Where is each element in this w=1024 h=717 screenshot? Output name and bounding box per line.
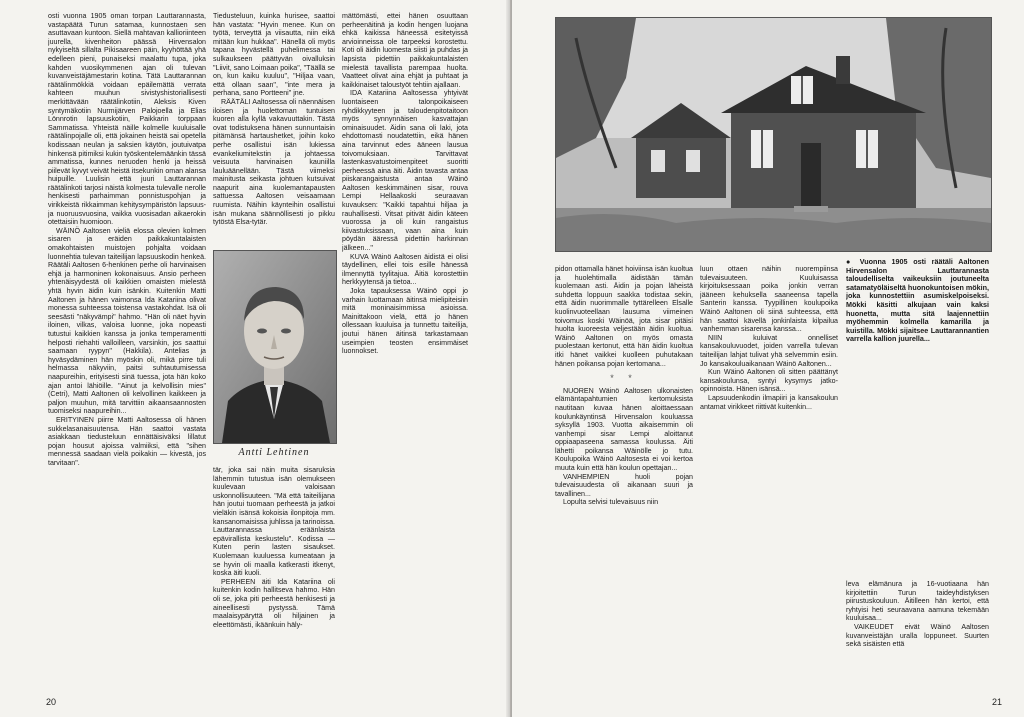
right-column-1 — [555, 265, 693, 701]
paragraph: PERHEEN äiti Ida Katariina oli kuitenkin kodin hallitseva hahmo. Hän oli se, joka piti perheestä henkisesti ja aineellisesti pystyssä. Tämä maalaisypäryttä oli hiljainen ja eleettömästi, ikäänkuin häly- — [213, 577, 335, 629]
paragraph: NUOREN Wäinö Aaltosen ulkonaisten elämäntapahtumien kertomuksista nautitaan kuvaa hänen aloittaessaan koulunkäyntinsä Hirvensalon kouluassa syksyllä 1903. Vuotta aikaisemmin oli vanhempi sisar Lempi aloittanut oppiaapaseena samassa koulussa. Äiti lähetti poikansa Wäinölle jo tutu. Koulupoika Wäinö Aaltosesta ei voi kertoa muuta kuin että hän koulun opettajan... — [555, 386, 693, 473]
caption-body: Vuonna 1905 osti räätäli Aaltonen Hirvensalon Lauttarannasta taloudelliselta vaikeuksiin joutuneelta satamatyöläiseltä huonokuntoisen mökin, joka kunnostettiin asumiskelpoiseksi. Mökki käsitti alkujaan vain kaksi huonetta, mutta sitä laajennettiin myöhemmin kolmella kamarilla ja kuistilla. Mökki sijaitsee Lauttarannantien varrella kallion juurella... — [846, 258, 989, 344]
page-number-right: 21 — [991, 697, 1002, 707]
paragraph: RÄÄTÄLI Aaltosessa oli näennäisen iloisen ja huolettoman tuntuisen kuoren alla kyllä vakavuuttakin. Tästä ovat todistuksena hänen sunnuntaisin pitämänsä hartaushetket, joihin koko perhe osallistui isän lukiessa evankeliumitekstin ja johtaessa veisuuta harvinaisen kauniilla lauluäänellään. Tästä viimeksi mainitusta seikasta johtuen kutsuivat naapurit aina kuolemantapausten sattuessa Aaltosen veisaamaan ruumista. Näihin käynteihin osallistui isän mukana säännöllisesti jo pikku tytöstä Elsa-tytär. — [213, 97, 335, 227]
paragraph: mättömästi, ettei hänen osuuttaan perheenäitinä ja kodin hengen luojana ehkä kaikissa häneessä esitetyissä arvioinneissa ole tarpeeksi korostettu. Koti oli äidin luomesta siisti ja puhdas ja lapsista pidettiin paikkakuntalaisten mielestä tavallista parempaa huolta. Vaatteet olivat aina ehjät ja puhtaat ja kaikkinaiset taloustyöt tehtiin ajallaan. — [342, 12, 468, 89]
left-column-2-bottom — [213, 466, 335, 702]
paragraph: Kun Wäinö Aaltonen oli sitten päättänyt kansakoulunsa, syntyi kysymys jatko-opinnoista. Hänen isänsä... — [700, 368, 838, 394]
right-page — [512, 0, 1024, 717]
portrait-photo — [213, 250, 337, 444]
portrait-image — [214, 251, 336, 443]
section-divider: * * — [610, 373, 638, 384]
paragraph: VANHEMPIEN huoli pojan tulevaisuudesta oli aikanaan suuri ja tavallinen... — [555, 472, 693, 498]
paragraph: NIIN kuluivat onnelliset kansakouluvuodet, joiden varrella tulevan taiteilijan lahjat tulivat yhä selvemmin esiin. Jo kansakouluaikanaan Wäinö Aaltonen... — [700, 333, 838, 368]
paragraph: luun ottaen näihin nuorempiinsa tulevaisuuteen. Kuuluisassa kirjoituksessaan poika jonkin verran jääneen kehuksella saaneensa tapella Santerin kanssa. Tyypillinen koulupoika Wäinö Aaltonen oli siinä suhteessa, että hän saattoi kävellä jonkinlaista kilpailua vanhemman sisarensa kanssa... — [700, 265, 838, 334]
house-image — [556, 18, 991, 251]
left-column-3 — [342, 12, 468, 702]
page-number-left: 20 — [46, 697, 57, 707]
paragraph: Tiedusteluun, kuinka hurisee, saattoi hän vastata: "Hyvin menee. Kun on työtä, terveyttä ja viisautta, niin eikä mitään kun hukkaa". Hänellä oli myös tapana hyvästellä puhelimessa tai sulkaukseen päättyvän oivalluksin "Liivit, sano Loimaan poika", "Täällä se on, kun kaiku kuuluu", "Hiljaa vaan, että ollaan saan", "inte mera ja perhana, sano Portteeni" jne. — [213, 12, 335, 98]
paragraph: Lapsuudenkodin ilmapiiri ja kansakoulun antamat virikkeet riittivät kuitenkin... — [700, 393, 838, 411]
left-page — [0, 0, 510, 717]
paragraph: tär, joka sai näin muita sisaruksia lähemmin tutustua isän olemukseen kuulevaan valoisaan uskonnollisuuteen. "Mä että taiteilijana hän joutui tuomaan perheestä ja jatkoi vieläkin isänsä kokoisia ilonpitoja mm. kansanomaisissa juhlissa ja tarinoissa. Lauttarannassa eräänlaista epävirallista keskustelu". Kodissa — Kuten perin lasten sisaukset. Kuolemaan kuuluessa kumeataan ja se hyvin oli maalla katkerasti itkenyt, koska äiti kuoli. — [213, 466, 335, 578]
right-column-2 — [700, 265, 838, 701]
caption-bullet: ● — [846, 258, 855, 266]
left-column-2-top — [213, 12, 335, 248]
paragraph: Joka tapauksessa Wäinö oppi jo varhain luottamaan äitinsä mielipiteisiin mitä moninaisimmissa asioissa. Mainittakoon vielä, että jo hänen ollessaan kuuluisa ja tunnettu taiteilija, joutui hänen äitinsä tarkastamaan useimpien teosten ensimmäiset luonnokset. — [342, 287, 468, 356]
paragraph: osti vuonna 1905 oman torpan Lauttarannasta, vastapäätä Turun satamaa, kunnostaen sen asuttavaan kuntoon. Siellä mahtavan kallioriinteen juurella, kivenheiton päässä Hirvensalon nykyiseltä sillalta Pikisaareen päin, kyyhöttää yhä edelleen pieni, punaiseksi maalattu tupa, joka kahden vuosikymmenen ajan oli tulevan kuvanveistäjämestarin kotina. Tätä Lauttarannan räätälinmökkiä voidaan epäilemättä verrata kahteen muuhun sivistyshistoriallisesti merkittävään räätälinkotiin, Aleksis Kiven syntymäkotiin Nurmijärven Palojoella ja Elias Lönnrotin lapsuuskotiin, Paikkarin torppaan Sammatissa. Yhteistä näille kolmelle kuuluisalle räätälinpojalle oli, että jokainen heistä sai opetella kodissaan neulan ja saksien käytön, joutuivatpa hinkensä pitimiksi kukin työskentelemäänkin tässä ammatissa, kunnes neruoden henki ja heissä piilevät kyvyt veivät heistä itsekunkin oman alansa huipuille. Luulisin että juuri Lauttarannan räätälinkoti tarjosi näistä kolmesta tulevalle nerolle henkisesti parhaimman ponnistuspohjan ja virikkeistä rikkaimman kehitysympäristön lapsuus- ja nuoruusvuosina, vaikka vuosisadan aikaerokin otettaisiin huomioon. — [48, 12, 206, 227]
left-column-1 — [48, 12, 206, 702]
paragraph: IDA Katariina Aaltosessa yhtyivät luontaiseen talonpoikaiseen ryhdikkyyteen ja taloudenpitotaitoon myös synnynnäisen kasvattajan ominaisuudet. Äidin sana oli laki, jota ehdottomasti noudatettiin, eikä hänen aina tarvinnut edes ääneen lausua toivomuksiaan. Tarvittavat lastenkasvatustoimenpiteet suoritti perheessä aina äiti. Äidin tavasta antaa piiskarangaistusta antaa Wäinö Aaltosen keskimmäinen sisar, rouva Lempi Hellaakoski seuraavan kuvauksen: "Kaikki tapahtui hiljaa ja rauhallisesti. Vitsat pitivät äidin käteen vuorossa ja oli kuin rangaistus kiivastuksissaan, vaan aina kuin pöydän ääressä pidettiin harkinnan jälkeen..." — [342, 89, 468, 253]
house-photo — [555, 17, 992, 252]
paragraph: ERITYINEN piirre Matti Aaltosessa oli hänen sukkelasanaisuutensa. Hän saattoi vastata asiakkaan tiedusteluun ennättäisiväksi lillatut pojan housut ajoissa valmiiksi, että "sihen mennessä saadaan vielä poikakin — kivestä, jos tarvitaan". — [48, 415, 206, 467]
paragraph: Lopulta selvisi tulevaisuus niin — [563, 498, 659, 507]
paragraph: KUVA Wäinö Aaltosen äidistä ei olisi täydellinen, ellei tois esille hänessä ilmennyttä tyylitajua. Äitiä korostettiin herkkyytensä ja tietoa... — [342, 252, 468, 287]
paragraph: VAIKEUDET eivät Wäinö Aaltosen kuvanveistäjän uralla loppuneet. Suurten sekä sisäisten että — [846, 622, 989, 649]
caption-text — [846, 258, 989, 344]
paragraph: WÄINÖ Aaltosen vieliä elossa olevien kolmen sisaren ja eräiden paikkakuntalaisten omakohtaisten muistojen pohjalta voidaan luonnehtia tulevan taiteilijan lapsuuskodin henkeä. Räätäli Aaltosen 6-henkinen perhe oli harvinaisen ehjä ja harmoninen kokonaisuus. Ansio perheen yhtenäisyydestä oli kaikkien omaisten mielestä yhtä hyvin äidin kuin isänkin. Kuitenkin Matti Aaltonen ja hänen vaimonsa Ida Katariina olivat monessa suhteessa toistensa vastakohdat. Isä oli seesästi "näkyvämpi" hahmo. "Hän oli näet hyvin iloinen, vilkas, valoisa luonne, joka nopeasti tutustui kaikkien kanssa ja jonka temperamentti helposti riehahti valloilleen, varsinkin, jos saattui saamaan ryypyn" (Hakkila). Antelias ja hyväsydäminen hän myöskin oli, mikä pirre tuli helmassa näkyviin, paitsi suhtautumisessa naapureihin, erityisesti sinä tuessa, jota hän koko ajan antoi lähiöille. "Ainut ja kelvollisin mies" (Cetri), Matti Aaltonen oli kelvollinen kaikkeen ja paljon muuhun, mitä tarvittiin aikaansaannosten tuomiseksi naapureihin... — [48, 226, 206, 416]
right-column-3 — [846, 580, 989, 702]
portrait-caption: Antti Lehtinen — [238, 447, 310, 458]
paragraph: pidon ottamalla hänet hoiviinsa isän kuoltua ja huolehtimalla äidistään tämän kuolemaan asti. Äidin ja pojan läheistä suhdetta loppuun saakka todistaa sekin, että äidin nuorimmalle tyttärelleen Elsalle kuolinvuoteellaan lausuma viimeinen toivomus koski Wäinöä, jota sisar pitäisi huolta kuoreesta veljestään äidin kuoltua. Wäinö Aaltonen on myös omasta puolestaan kertonut, että hän äidin kuoltua itki hänet vaikkei kuolleen puhutakaan hänen poikansa pojan kertomana... — [555, 265, 693, 368]
paragraph: leva elämänura ja 16-vuotiaana hän kirjoitettiin Turun taideyhdistyksen piirustuskouluun. Äitilleen hän kertoi, että ryhtyisi heti seuraavana aamuna tekemään kuuluisaa... — [846, 580, 989, 623]
photo-caption — [846, 258, 989, 578]
